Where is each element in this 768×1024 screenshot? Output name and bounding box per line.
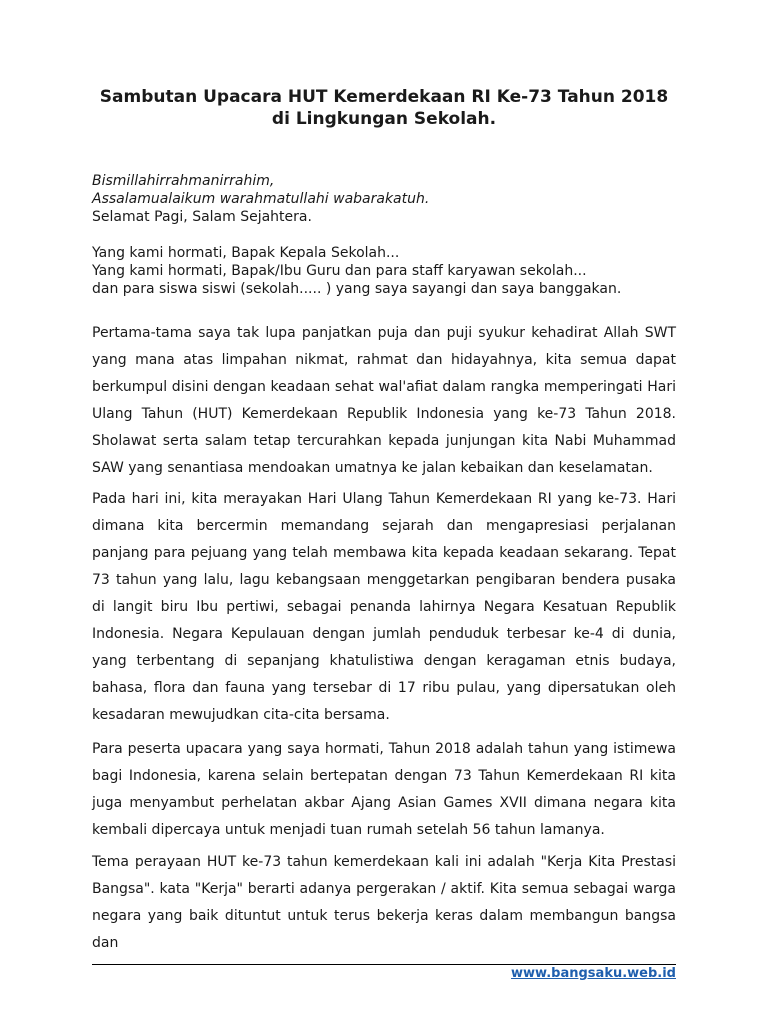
respect-line-3: dan para siswa siswi (sekolah..... ) yang saya sayangi dan saya banggakan. (92, 281, 622, 297)
paragraph-1: Pertama-tama saya tak lupa panjatkan puja dan puji syukur kehadirat Allah SWT yang mana atas limpahan nikmat, rahmat dan hidayahnya, kita semua dapat berkumpul disini dengan keadaan sehat wal'afiat dalam rangka memperingati Hari Ulang Tahun (HUT) Kemerdekaan Republik Indonesia yang ke-73 Tahun 2018. Sholawat serta salam tetap tercurahkan kepada junjungan kita Nabi Muhammad SAW yang senantiasa mendoakan umatnya ke jalan kebaikan dan keselamatan. (92, 325, 676, 476)
greeting-bismillah: Bismillahirrahmanirrahim, (92, 173, 275, 189)
respect-line-2: Yang kami hormati, Bapak/Ibu Guru dan para staff karyawan sekolah... (92, 263, 587, 279)
document-title (90, 86, 678, 130)
paragraph-4: Tema perayaan HUT ke-73 tahun kemerdekaan kali ini adalah "Kerja Kita Prestasi Bangsa". kata "Kerja" berarti adanya pergerakan / aktif. Kita semua sebagai warga negara yang baik dituntut untuk terus bekerja keras dalam membangun bangsa dan (92, 854, 676, 951)
paragraph-3: Para peserta upacara yang saya hormati, Tahun 2018 adalah tahun yang istimewa bagi Indonesia, karena selain bertepatan dengan 73 Tahun Kemerdekaan RI kita juga menyambut perhelatan akbar Ajang Asian Games XVII dimana negara kita kembali dipercaya untuk menjadi tuan rumah setelah 56 tahun lamanya. (92, 741, 676, 838)
footer-website-link[interactable]: www.bangsaku.web.id (511, 966, 676, 981)
greeting-selamat-pagi: Selamat Pagi, Salam Sejahtera. (92, 209, 312, 225)
respect-block (92, 244, 676, 298)
greeting-salam: Assalamualaikum warahmatullahi wabarakatuh. (92, 191, 430, 207)
title-line-1: Sambutan Upacara HUT Kemerdekaan RI Ke-73 Tahun 2018 (99, 87, 669, 107)
respect-line-1: Yang kami hormati, Bapak Kepala Sekolah... (92, 245, 400, 261)
paragraph-2: Pada hari ini, kita merayakan Hari Ulang Tahun Kemerdekaan RI yang ke-73. Hari dimana kita bercermin memandang sejarah dan mengapresiasi perjalanan panjang para pejuang yang telah membawa kita kepada keadaan sekarang. Tepat 73 tahun yang lalu, lagu kebangsaan menggetarkan pengibaran bendera pusaka di langit biru Ibu pertiwi, sebagai penanda lahirnya Negara Kesatuan Republik Indonesia. Negara Kepulauan dengan jumlah penduduk terbesar ke-4 di dunia, yang terbentang di sepanjang khatulistiwa dengan keragaman etnis budaya, bahasa, flora dan fauna yang tersebar di 17 ribu pulau, yang dipersatukan oleh kesadaran mewujudkan cita-cita bersama. (92, 491, 676, 723)
footer-divider (92, 964, 676, 965)
greeting-block (92, 172, 676, 226)
title-line-2: di Lingkungan Sekolah. (271, 109, 497, 129)
